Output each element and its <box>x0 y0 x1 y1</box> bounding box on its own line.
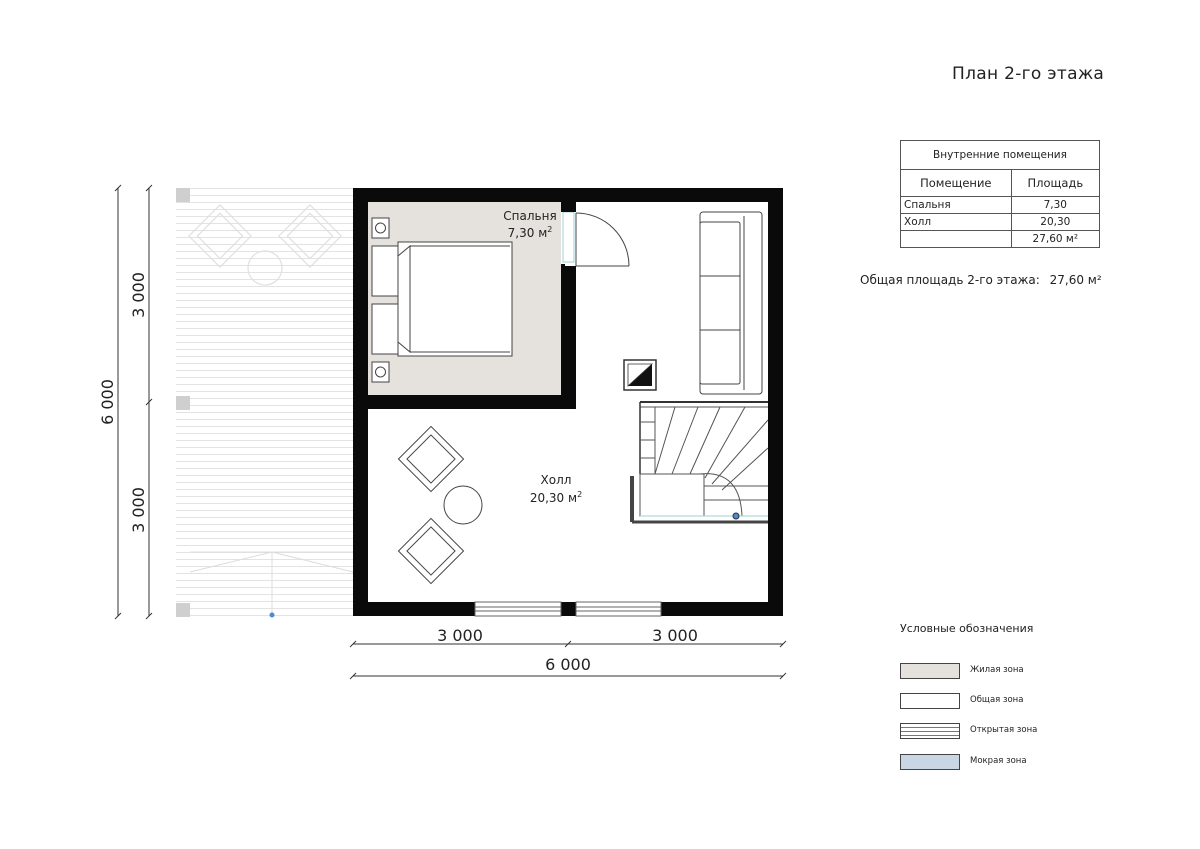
table-cell-room: Холл <box>901 214 1012 231</box>
table-total-row <box>901 231 1100 248</box>
staircase-icon <box>632 402 768 522</box>
legend-label-wet: Мокрая зона <box>970 756 1027 766</box>
table-header-room: Помещение <box>901 170 1012 197</box>
legend-swatch-living <box>900 663 960 679</box>
bedroom-area: 7,30 $м^2$ <box>507 225 553 240</box>
legend-label-living: Жилая зона <box>970 665 1024 675</box>
hall-name: Холл <box>540 473 572 487</box>
coffee-table-icon <box>444 486 482 524</box>
terrace <box>176 188 353 618</box>
table-cell-area: 7,30 <box>1011 197 1099 214</box>
table-cell-room: Спальня <box>901 197 1012 214</box>
dimension-left <box>115 185 152 619</box>
table-row <box>901 197 1100 214</box>
legend-swatch-wet <box>900 754 960 770</box>
legend-swatch-common <box>900 693 960 709</box>
dim-left-bottom: 3 000 <box>129 487 148 533</box>
legend-title: Условные обозначения <box>900 622 1034 635</box>
legend-label-open: Открытая зона <box>970 725 1038 735</box>
sofa-icon <box>700 212 762 394</box>
table-cell-area: 20,30 <box>1011 214 1099 231</box>
table-cell-total: 27,60 м² <box>1011 231 1099 248</box>
page-title: План 2-го этажа <box>952 64 1105 84</box>
dim-bottom-left: 3 000 <box>437 626 483 645</box>
table-header-area: Площадь <box>1011 170 1099 197</box>
dim-bottom-right: 3 000 <box>652 626 698 645</box>
legend-swatch-open <box>900 723 960 739</box>
rooms-table <box>900 140 1100 248</box>
armchair-bottom-icon <box>398 518 463 583</box>
dim-left-top: 3 000 <box>129 272 148 318</box>
chimney-icon <box>624 360 656 390</box>
total-area-label: Общая площадь 2-го этажа: <box>860 273 1040 287</box>
dim-bottom-total: 6 000 <box>545 655 591 674</box>
table-caption: Внутренние помещения <box>901 141 1100 170</box>
hall-area: 20,30 $м^2$ <box>529 490 583 505</box>
legend-label-common: Общая зона <box>970 695 1024 705</box>
dim-left-total: 6 000 <box>98 379 117 425</box>
table-cell-empty <box>901 231 1012 248</box>
total-area-value: 27,60 м² <box>1049 273 1102 287</box>
bedroom-name: Спальня <box>503 209 557 223</box>
armchair-top-icon <box>398 426 463 491</box>
total-area <box>860 273 1102 287</box>
table-row <box>901 214 1100 231</box>
